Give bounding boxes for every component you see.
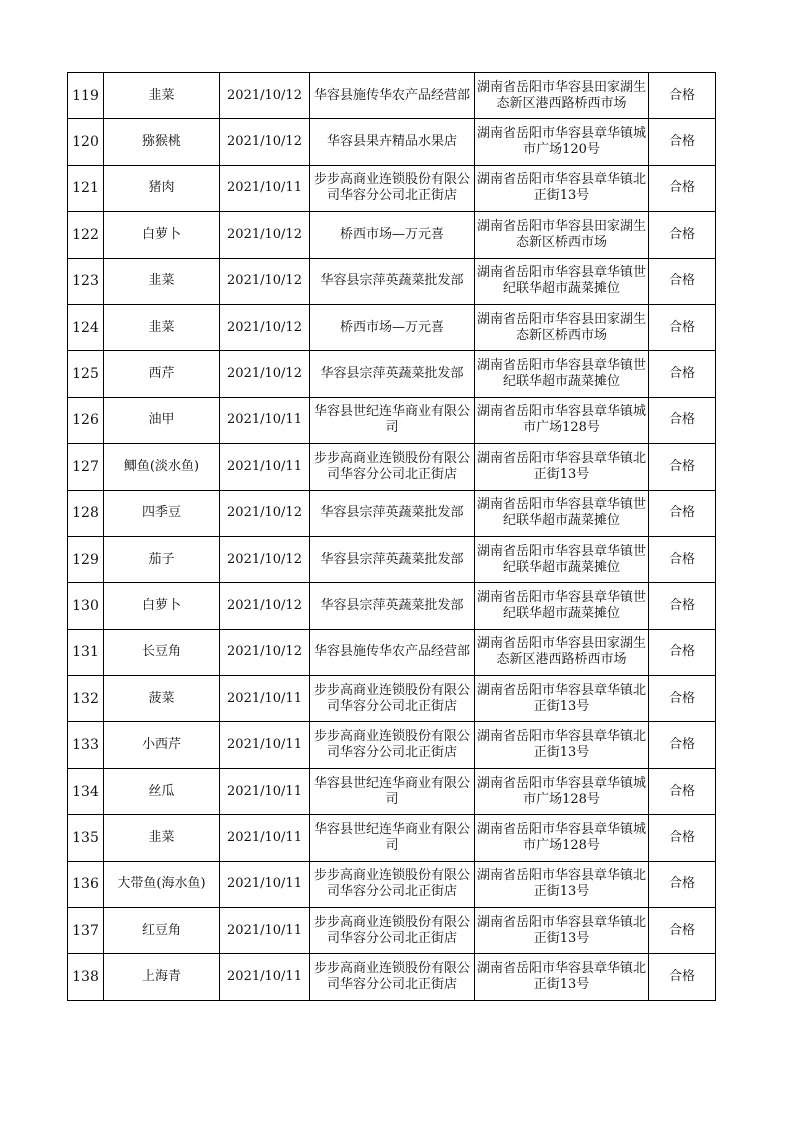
seller-name: 桥西市场—万元喜 bbox=[310, 304, 475, 350]
seller-name: 华容县世纪连华商业有限公司 bbox=[310, 815, 475, 861]
result-status: 合格 bbox=[649, 165, 716, 211]
product-name: 鲫鱼(淡水鱼) bbox=[104, 444, 220, 490]
row-number: 135 bbox=[68, 815, 104, 861]
seller-address: 湖南省岳阳市华容县章华镇城市广场128号 bbox=[475, 815, 649, 861]
table-row bbox=[68, 351, 716, 397]
table-row bbox=[68, 212, 716, 258]
seller-address: 湖南省岳阳市华容县章华镇北正街13号 bbox=[475, 165, 649, 211]
row-number: 122 bbox=[68, 212, 104, 258]
product-name: 丝瓜 bbox=[104, 768, 220, 814]
seller-address: 湖南省岳阳市华容县章华镇北正街13号 bbox=[475, 444, 649, 490]
seller-name: 华容县宗萍英蔬菜批发部 bbox=[310, 351, 475, 397]
sampling-date: 2021/10/12 bbox=[220, 490, 310, 536]
row-number: 136 bbox=[68, 861, 104, 907]
product-name: 韭菜 bbox=[104, 73, 220, 119]
sampling-date: 2021/10/11 bbox=[220, 722, 310, 768]
product-name: 韭菜 bbox=[104, 815, 220, 861]
seller-name: 华容县施传华农产品经营部 bbox=[310, 629, 475, 675]
result-status: 合格 bbox=[649, 629, 716, 675]
sampling-date: 2021/10/12 bbox=[220, 536, 310, 582]
product-name: 小西芹 bbox=[104, 722, 220, 768]
table-row bbox=[68, 908, 716, 954]
product-name: 西芹 bbox=[104, 351, 220, 397]
row-number: 123 bbox=[68, 258, 104, 304]
table-row bbox=[68, 397, 716, 443]
seller-address: 湖南省岳阳市华容县章华镇北正街13号 bbox=[475, 676, 649, 722]
product-name: 韭菜 bbox=[104, 258, 220, 304]
seller-address: 湖南省岳阳市华容县田家湖生态新区港西路桥西市场 bbox=[475, 629, 649, 675]
result-status: 合格 bbox=[649, 676, 716, 722]
seller-address: 湖南省岳阳市华容县章华镇北正街13号 bbox=[475, 954, 649, 1000]
sampling-date: 2021/10/12 bbox=[220, 212, 310, 258]
seller-address: 湖南省岳阳市华容县田家湖生态新区港西路桥西市场 bbox=[475, 73, 649, 119]
result-status: 合格 bbox=[649, 768, 716, 814]
row-number: 133 bbox=[68, 722, 104, 768]
row-number: 138 bbox=[68, 954, 104, 1000]
table-row bbox=[68, 861, 716, 907]
sampling-date: 2021/10/12 bbox=[220, 73, 310, 119]
row-number: 134 bbox=[68, 768, 104, 814]
product-name: 韭菜 bbox=[104, 304, 220, 350]
result-status: 合格 bbox=[649, 397, 716, 443]
sampling-date: 2021/10/12 bbox=[220, 119, 310, 165]
sampling-date: 2021/10/12 bbox=[220, 304, 310, 350]
sampling-date: 2021/10/11 bbox=[220, 861, 310, 907]
product-name: 茄子 bbox=[104, 536, 220, 582]
sampling-date: 2021/10/12 bbox=[220, 351, 310, 397]
row-number: 120 bbox=[68, 119, 104, 165]
seller-name: 华容县世纪连华商业有限公司 bbox=[310, 397, 475, 443]
table-row bbox=[68, 583, 716, 629]
sampling-date: 2021/10/11 bbox=[220, 768, 310, 814]
seller-name: 步步高商业连锁股份有限公司华容分公司北正街店 bbox=[310, 722, 475, 768]
result-status: 合格 bbox=[649, 815, 716, 861]
result-status: 合格 bbox=[649, 954, 716, 1000]
sampling-date: 2021/10/12 bbox=[220, 583, 310, 629]
product-name: 长豆角 bbox=[104, 629, 220, 675]
seller-name: 步步高商业连锁股份有限公司华容分公司北正街店 bbox=[310, 954, 475, 1000]
seller-name: 华容县宗萍英蔬菜批发部 bbox=[310, 536, 475, 582]
table-row bbox=[68, 536, 716, 582]
seller-name: 华容县世纪连华商业有限公司 bbox=[310, 768, 475, 814]
result-status: 合格 bbox=[649, 212, 716, 258]
seller-name: 华容县果卉精品水果店 bbox=[310, 119, 475, 165]
row-number: 131 bbox=[68, 629, 104, 675]
row-number: 124 bbox=[68, 304, 104, 350]
seller-name: 步步高商业连锁股份有限公司华容分公司北正街店 bbox=[310, 444, 475, 490]
seller-address: 湖南省岳阳市华容县章华镇北正街13号 bbox=[475, 722, 649, 768]
sampling-date: 2021/10/11 bbox=[220, 444, 310, 490]
result-status: 合格 bbox=[649, 861, 716, 907]
result-status: 合格 bbox=[649, 490, 716, 536]
seller-name: 桥西市场—万元喜 bbox=[310, 212, 475, 258]
seller-address: 湖南省岳阳市华容县章华镇世纪联华超市蔬菜摊位 bbox=[475, 351, 649, 397]
result-status: 合格 bbox=[649, 73, 716, 119]
seller-address: 湖南省岳阳市华容县章华镇世纪联华超市蔬菜摊位 bbox=[475, 490, 649, 536]
seller-address: 湖南省岳阳市华容县章华镇世纪联华超市蔬菜摊位 bbox=[475, 583, 649, 629]
seller-address: 湖南省岳阳市华容县章华镇城市广场120号 bbox=[475, 119, 649, 165]
seller-address: 湖南省岳阳市华容县田家湖生态新区桥西市场 bbox=[475, 304, 649, 350]
result-status: 合格 bbox=[649, 583, 716, 629]
sampling-date: 2021/10/11 bbox=[220, 397, 310, 443]
seller-name: 华容县宗萍英蔬菜批发部 bbox=[310, 258, 475, 304]
table-row bbox=[68, 815, 716, 861]
sampling-date: 2021/10/12 bbox=[220, 629, 310, 675]
seller-address: 湖南省岳阳市华容县章华镇世纪联华超市蔬菜摊位 bbox=[475, 536, 649, 582]
sampling-date: 2021/10/11 bbox=[220, 165, 310, 211]
product-name: 白萝卜 bbox=[104, 583, 220, 629]
row-number: 127 bbox=[68, 444, 104, 490]
result-status: 合格 bbox=[649, 536, 716, 582]
seller-address: 湖南省岳阳市华容县田家湖生态新区桥西市场 bbox=[475, 212, 649, 258]
product-name: 菠菜 bbox=[104, 676, 220, 722]
product-name: 红豆角 bbox=[104, 908, 220, 954]
sampling-date: 2021/10/11 bbox=[220, 676, 310, 722]
row-number: 130 bbox=[68, 583, 104, 629]
result-status: 合格 bbox=[649, 351, 716, 397]
sampling-date: 2021/10/12 bbox=[220, 258, 310, 304]
seller-name: 步步高商业连锁股份有限公司华容分公司北正街店 bbox=[310, 676, 475, 722]
seller-name: 华容县宗萍英蔬菜批发部 bbox=[310, 490, 475, 536]
result-status: 合格 bbox=[649, 444, 716, 490]
result-status: 合格 bbox=[649, 722, 716, 768]
sampling-date: 2021/10/11 bbox=[220, 908, 310, 954]
row-number: 119 bbox=[68, 73, 104, 119]
row-number: 126 bbox=[68, 397, 104, 443]
inspection-results-table bbox=[67, 72, 716, 1001]
result-status: 合格 bbox=[649, 119, 716, 165]
sampling-date: 2021/10/11 bbox=[220, 954, 310, 1000]
product-name: 白萝卜 bbox=[104, 212, 220, 258]
table-row bbox=[68, 258, 716, 304]
result-status: 合格 bbox=[649, 908, 716, 954]
table-row bbox=[68, 954, 716, 1000]
row-number: 121 bbox=[68, 165, 104, 211]
table-row bbox=[68, 165, 716, 211]
row-number: 125 bbox=[68, 351, 104, 397]
row-number: 132 bbox=[68, 676, 104, 722]
seller-name: 步步高商业连锁股份有限公司华容分公司北正街店 bbox=[310, 861, 475, 907]
table-row bbox=[68, 676, 716, 722]
product-name: 大带鱼(海水鱼) bbox=[104, 861, 220, 907]
row-number: 129 bbox=[68, 536, 104, 582]
row-number: 128 bbox=[68, 490, 104, 536]
seller-name: 华容县宗萍英蔬菜批发部 bbox=[310, 583, 475, 629]
table-row bbox=[68, 629, 716, 675]
table-row bbox=[68, 444, 716, 490]
row-number: 137 bbox=[68, 908, 104, 954]
table-row bbox=[68, 73, 716, 119]
seller-name: 华容县施传华农产品经营部 bbox=[310, 73, 475, 119]
seller-address: 湖南省岳阳市华容县章华镇城市广场128号 bbox=[475, 768, 649, 814]
seller-address: 湖南省岳阳市华容县章华镇北正街13号 bbox=[475, 908, 649, 954]
result-status: 合格 bbox=[649, 304, 716, 350]
table-row bbox=[68, 304, 716, 350]
product-name: 猪肉 bbox=[104, 165, 220, 211]
product-name: 油甲 bbox=[104, 397, 220, 443]
product-name: 上海青 bbox=[104, 954, 220, 1000]
table-row bbox=[68, 768, 716, 814]
table-row bbox=[68, 490, 716, 536]
table-row bbox=[68, 119, 716, 165]
table-body bbox=[68, 73, 716, 1001]
product-name: 四季豆 bbox=[104, 490, 220, 536]
result-status: 合格 bbox=[649, 258, 716, 304]
seller-name: 步步高商业连锁股份有限公司华容分公司北正街店 bbox=[310, 165, 475, 211]
table-row bbox=[68, 722, 716, 768]
seller-address: 湖南省岳阳市华容县章华镇世纪联华超市蔬菜摊位 bbox=[475, 258, 649, 304]
seller-address: 湖南省岳阳市华容县章华镇城市广场128号 bbox=[475, 397, 649, 443]
sampling-date: 2021/10/11 bbox=[220, 815, 310, 861]
product-name: 猕猴桃 bbox=[104, 119, 220, 165]
seller-address: 湖南省岳阳市华容县章华镇北正街13号 bbox=[475, 861, 649, 907]
seller-name: 步步高商业连锁股份有限公司华容分公司北正街店 bbox=[310, 908, 475, 954]
